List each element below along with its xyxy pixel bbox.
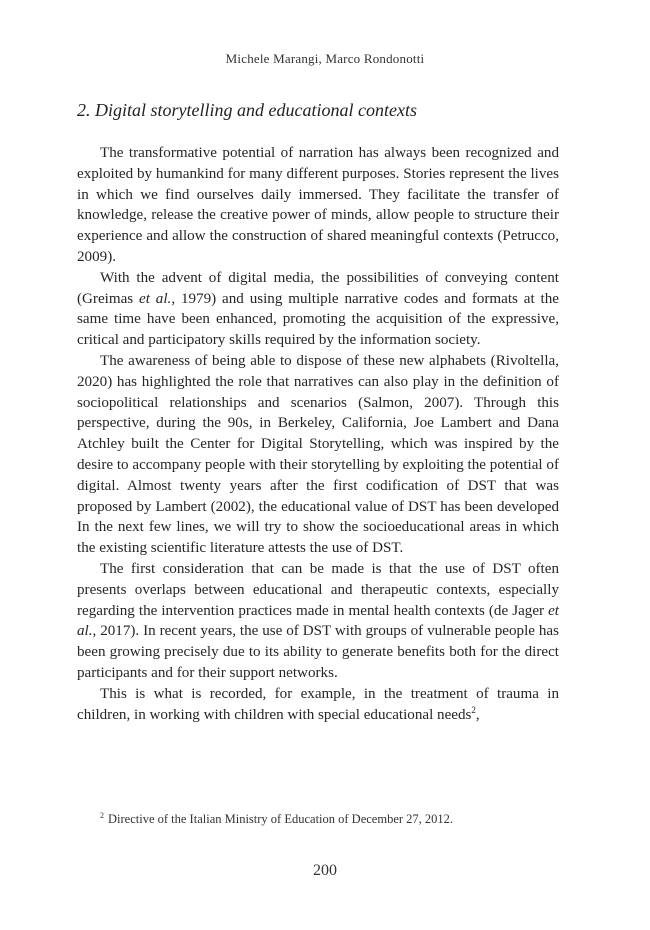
body-text	[77, 143, 559, 725]
footnote-marker: 2	[100, 811, 104, 820]
paragraph-2	[77, 268, 559, 351]
paragraph-4	[77, 559, 559, 684]
page-number: 200	[313, 862, 337, 879]
paragraph-2-text-b: , 1979) and using multiple narrative codes and formats at the same time have been enhanced, promoting the acquisition of the expressive, critical and participatory skills required by the information society.	[77, 290, 559, 349]
footnote-reference[interactable]: 2	[471, 704, 476, 715]
section-heading: 2. Digital storytelling and educational contexts	[77, 100, 417, 120]
paragraph-4-text-a: The first consideration that can be made is that the use of DST often presents overlaps between educational and therapeutic contexts, especially regarding the intervention practices made in mental health contexts (de Jager	[77, 560, 559, 619]
running-head: Michele Marangi, Marco Rondonotti	[225, 51, 425, 66]
paragraph-5-text-b: ,	[475, 706, 480, 723]
paragraph-4-text-b: , 2017). In recent years, the use of DST with groups of vulnerable people has been growing precisely due to its ability to generate benefits both for the direct participants and for their support networks.	[77, 623, 559, 681]
paragraph-2-et-al: et al.	[139, 290, 172, 307]
footnote-text: Directive of the Italian Ministry of Education of December 27, 2012.	[108, 812, 454, 827]
paragraph-2-text-a: With the advent of digital media, the possibilities of conveying content (Greimas	[77, 269, 559, 307]
paragraph-4-et-al: et al.	[77, 602, 559, 640]
footnote	[100, 811, 559, 827]
paragraph-3: The awareness of being able to dispose of these new alphabets (Rivoltella, 2020) has highlighted the role that narratives can also play in the definition of sociopolitical relationships and scenarios (Salmon, 2007). Through this perspective, during the 90s, in Berkeley, California, Joe Lambert and Dana Atchley built the Center for Digital Storytelling, which was inspired by the desire to accompany people with their storytelling by exploiting the potential of digital. Almost twenty years after the first codification of DST that was proposed by Lambert (2002), the educational value of DST has been developed In the next few lines, we will try to show the socioeducational areas in which the existing scientific literature attests the use of DST.	[77, 352, 559, 557]
paragraph-5	[77, 684, 559, 726]
paragraph-1: The transformative potential of narration has always been recognized and exploited by humankind for many different purposes. Stories represent the lives in which we find ourselves daily immersed. They facilitate the transfer of knowledge, release the creative power of minds, allow people to structure their experience and allow the construction of shared meaningful contexts (Petrucco, 2009).	[77, 145, 559, 265]
paragraph-5-text-a: This is what is recorded, for example, in the treatment of trauma in children, in working with children with special educational needs	[77, 685, 559, 723]
